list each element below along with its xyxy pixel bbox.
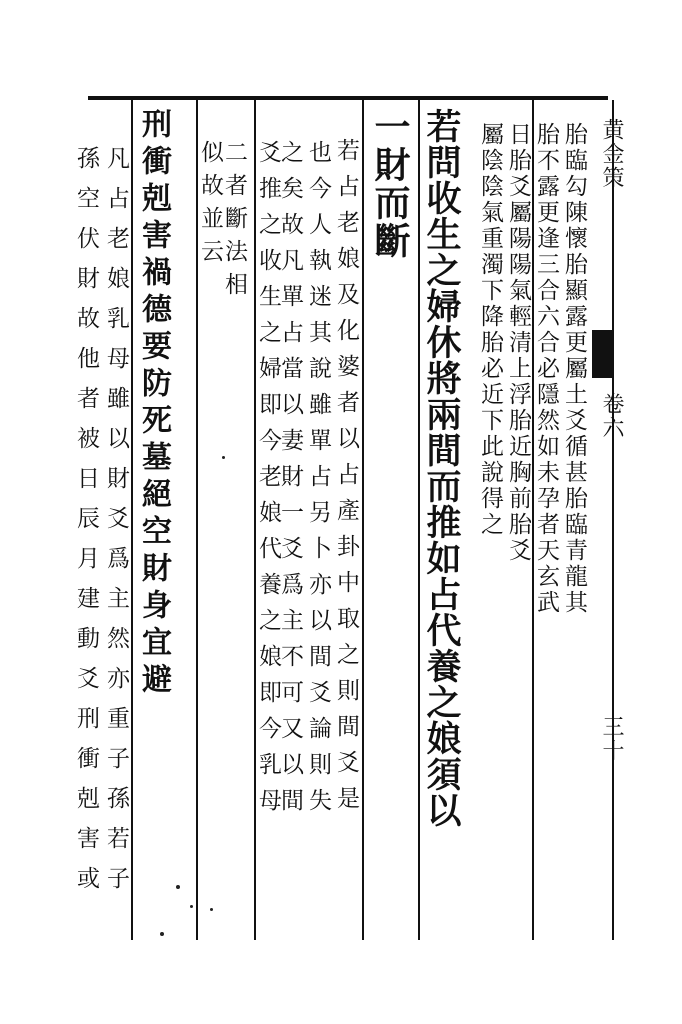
text-column: 屬陰陰氣重濁下降胎必近下此說得之 (477, 122, 503, 538)
heading-column: 一財而斷 (369, 108, 411, 260)
heading-column: 若問收生之婦休將兩間而推如占代養之娘須以 (421, 108, 462, 828)
text-column: 爻推之收生之婦即今老娘代養之娘即今乳母 (255, 140, 281, 824)
text-column: 凡占老娘乳母雖以財爻爲主然亦重子孫若子 (103, 146, 129, 906)
text-column: 二者斷法相 (221, 140, 247, 305)
ink-speck (176, 885, 180, 889)
text-column: 也今人執迷其說雖單占另卜亦以間爻論則失 (305, 140, 331, 824)
ink-speck (190, 905, 193, 908)
column-rule (612, 100, 614, 940)
folio-number: 三十 (599, 715, 624, 763)
column-rule (131, 100, 133, 940)
column-rule (418, 100, 420, 940)
text-column: 孫空伏財故他者被日辰月建動爻刑衝剋害或 (73, 146, 99, 906)
fishtail-mark (592, 330, 614, 378)
text-column: 胎不露更逢三合六合必隱然如未孕者天玄武 (533, 122, 559, 616)
verse-column: 刑衝剋害禍德要防死墓絕空財身宜避 (136, 108, 171, 700)
column-rule (362, 100, 364, 940)
text-column: 若占老娘及化婆者以占產卦中取之則間爻是 (333, 138, 359, 822)
text-column: 之矣故凡單占當以妻財一爻爲主不可又以間 (277, 140, 303, 824)
text-column: 胎臨勾陳懷胎顯露更屬土爻循甚胎臨青龍其 (561, 122, 587, 616)
ink-speck (222, 456, 225, 459)
text-column: 日胎爻屬陽陽氣輕清上浮胎近胸前胎爻 (505, 122, 531, 564)
juan-mark: 卷六 (599, 392, 624, 440)
ink-speck (210, 908, 213, 911)
edge-title: 黄金策 (599, 118, 624, 190)
ink-speck (160, 932, 164, 936)
text-column: 似故並云 (197, 140, 223, 272)
top-border-rule (88, 96, 608, 100)
